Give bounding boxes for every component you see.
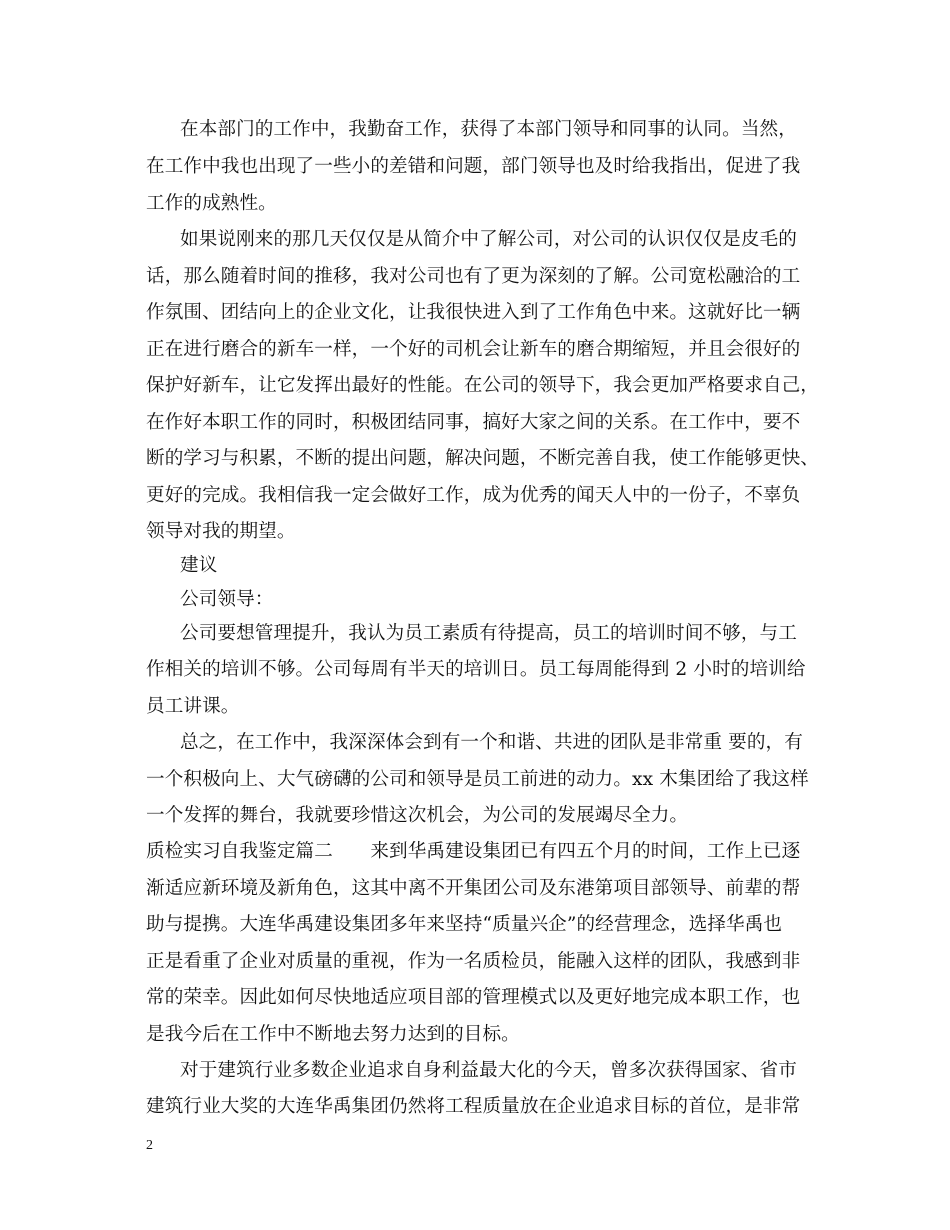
section-heading: 建议 [180, 555, 218, 576]
page-number: 2 [146, 1138, 153, 1153]
text-line: 在本部门的工作中，我勤奋工作，获得了本部门领导和同事的认同。当然， [180, 119, 797, 140]
text-line: 总之，在工作中，我深深体会到有一个和谐、共进的团队是非常重 要的，有 [180, 732, 803, 753]
text-line: 公司要想管理提升，我认为员工素质有待提高，员工的培训时间不够，与工 [180, 623, 797, 644]
text-line: 助与提携。大连华禹建设集团多年来坚持“质量兴企”的经营理念，选择华禹也 [146, 914, 783, 935]
text-line: 领导对我的期望。 [146, 521, 296, 542]
text-line: 常的荣幸。因此如何尽快地适应项目部的管理模式以及更好地完成本职工作，也 [146, 987, 801, 1008]
text-line: 作氛围、团结向上的企业文化，让我很快进入到了工作角色中来。这就好比一辆 [146, 302, 801, 323]
text-line: 渐适应新环境及新角色，这其中离不开集团公司及东港第项目部领导、前辈的帮 [146, 878, 801, 899]
text-line: 作相关的培训不够。公司每周有半天的培训日。员工每周能得到 2 小时的培训给 [146, 659, 806, 680]
text-line: 建筑行业大奖的大连华禹集团仍然将工程质量放在企业追求目标的首位，是非常 [146, 1096, 801, 1117]
text-line: 对于建筑行业多数企业追求自身利益最大化的今天，曾多次获得国家、省市 [180, 1060, 797, 1081]
text-line: 如果说刚来的那几天仅仅是从简介中了解公司，对公司的认识仅仅是皮毛的 [180, 229, 797, 250]
text-line: 更好的完成。我相信我一定会做好工作，成为优秀的闻天人中的一份子，不辜负 [146, 485, 801, 506]
text-line: 是我今后在工作中不断地去努力达到的目标。 [146, 1024, 520, 1045]
text-line: 话，那么随着时间的推移，我对公司也有了更为深刻的了解。公司宽松融洽的工 [146, 266, 801, 287]
text-line: 正在进行磨合的新车一样，一个好的司机会让新车的磨合期缩短，并且会很好的 [146, 339, 801, 360]
text-line: 一个积极向上、大气磅礴的公司和领导是员工前进的动力。xx 木集团给了我这样 [146, 769, 809, 790]
text-line: 在工作中我也出现了一些小的差错和问题，部门领导也及时给我指出，促进了我 [146, 156, 801, 177]
salutation: 公司领导： [180, 589, 274, 610]
text-line: 断的学习与积累，不断的提出问题，解决问题，不断完善自我，使工作能够更快、 [146, 448, 819, 469]
text-line: 正是看重了企业对质量的重视，作为一名质检员，能融入这样的团队，我感到非 [146, 951, 801, 972]
text-line: 工作的成熟性。 [146, 193, 277, 214]
text-line: 在作好本职工作的同时，积极团结同事，搞好大家之间的关系。在工作中，要不 [146, 412, 801, 433]
text-line: 质检实习自我鉴定篇二 来到华禹建设集团已有四五个月的时间，工作上已逐 [146, 841, 801, 862]
text-line: 员工讲课。 [146, 696, 240, 717]
text-line: 保护好新车，让它发挥出最好的性能。在公司的领导下，我会更加严格要求自己， [146, 375, 819, 396]
text-line: 一个发挥的舞台，我就要珍惜这次机会，为公司的发展竭尽全力。 [146, 805, 689, 826]
